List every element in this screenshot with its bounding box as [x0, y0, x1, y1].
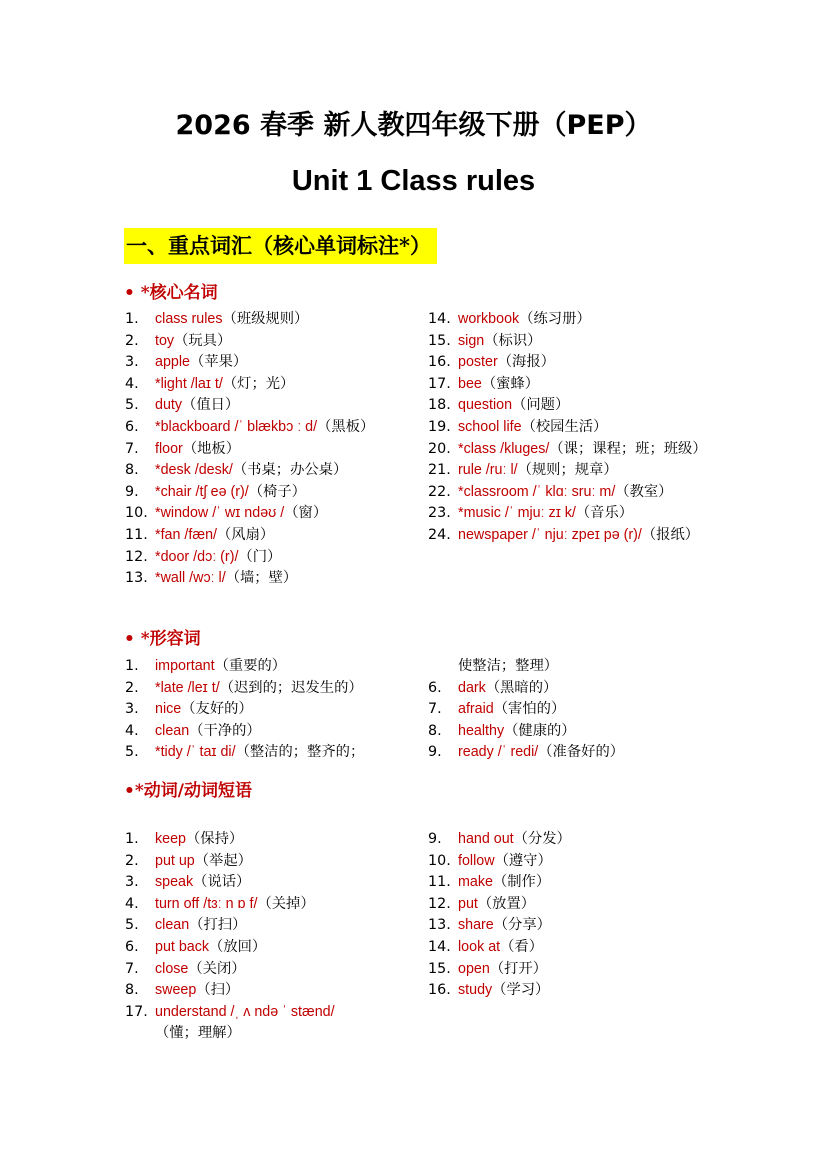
item-english-word: rule /ruː l/	[458, 462, 518, 479]
list-item	[428, 721, 718, 743]
item-chinese-meaning: （准备好的）	[538, 744, 625, 761]
item-chinese-meaning: （报纸）	[641, 526, 700, 543]
item-english-word: duty	[155, 397, 183, 414]
item-text	[458, 937, 718, 959]
item-text	[458, 395, 718, 417]
item-chinese-meaning: （放回）	[209, 938, 267, 955]
item-number: 7.	[125, 440, 139, 457]
item-text	[155, 937, 415, 959]
item-number: 10.	[125, 505, 148, 522]
item-number: 3.	[125, 354, 139, 371]
list-item	[125, 980, 415, 1002]
item-number: 20.	[428, 440, 451, 457]
item-english-word: close	[155, 960, 189, 977]
list-item	[428, 417, 718, 439]
item-chinese-meaning: （黑板）	[317, 418, 375, 435]
item-text	[155, 525, 415, 547]
item-english-word: *light /laɪ t/	[155, 375, 223, 392]
item-chinese-meaning: （整洁的；整齐的；	[235, 744, 365, 761]
item-text	[458, 699, 718, 721]
item-chinese-meaning: （练习册）	[519, 311, 591, 327]
list-item	[125, 678, 415, 700]
item-number: 5.	[125, 397, 139, 414]
item-number: 1.	[125, 311, 139, 327]
list-item	[428, 829, 718, 851]
item-number: 5.	[125, 744, 139, 761]
verbs-right-list	[428, 829, 718, 1002]
item-chinese-meaning: （墙；壁）	[225, 570, 298, 587]
item-text	[155, 894, 415, 916]
item-text	[458, 678, 718, 700]
list-item	[125, 352, 415, 374]
item-chinese-meaning: （保持）	[186, 831, 244, 847]
item-english-word: clean	[155, 722, 190, 739]
item-english-word: study	[458, 982, 493, 999]
item-english-word: follow	[458, 852, 495, 869]
item-text	[155, 568, 415, 590]
item-text	[155, 439, 415, 461]
item-english-word: *door /dɔː (r)/	[155, 548, 239, 565]
item-english-word: *classroom /ˈ klɑː sruː m/	[458, 483, 616, 500]
item-chinese-meaning: （学习）	[492, 982, 550, 999]
item-chinese-meaning: （健康的）	[504, 722, 576, 739]
item-english-word: *desk /desk/	[155, 462, 233, 479]
item-text	[458, 352, 718, 374]
list-item	[428, 699, 718, 721]
item-text	[155, 395, 415, 417]
list-item	[428, 482, 718, 504]
item-text	[458, 482, 718, 504]
item-chinese-meaning: （迟到的；迟发生的）	[219, 679, 363, 696]
list-item	[125, 503, 415, 525]
item-english-word: *chair /tʃ eə (r)/	[155, 483, 249, 500]
item-english-word: toy	[155, 332, 175, 349]
list-item	[428, 331, 718, 353]
item-english-word: *wall /wɔː l/	[155, 570, 226, 587]
item-number: 11.	[428, 874, 451, 891]
item-english-word: school life	[458, 418, 522, 435]
item-text	[155, 482, 415, 504]
item-number: 15.	[428, 960, 451, 977]
item-chinese-meaning: （风扇）	[217, 526, 275, 543]
item-english-word: sign	[458, 332, 485, 349]
item-chinese-meaning: （班级规则）	[222, 311, 309, 327]
item-english-word: workbook	[458, 311, 520, 327]
item-english-word: *tidy /ˈ taɪ di/	[155, 744, 236, 761]
item-chinese-meaning: （椅子）	[248, 483, 306, 500]
item-english-word: question	[458, 397, 513, 414]
item-number: 4.	[125, 895, 139, 912]
document-title: 2026 春季 新人教四年级下册（PEP）	[175, 110, 652, 141]
item-text	[155, 331, 415, 353]
item-text	[458, 742, 718, 764]
list-item	[125, 439, 415, 461]
item-text	[458, 915, 718, 937]
item-text	[155, 1002, 415, 1045]
item-english-word: healthy	[458, 722, 505, 739]
item-text	[155, 352, 415, 374]
section-heading-vocabulary: 一、重点词汇（核心单词标注*）	[124, 228, 437, 264]
item-number: 4.	[125, 722, 139, 739]
item-chinese-meaning: （海报）	[497, 354, 555, 371]
list-item	[125, 851, 415, 873]
item-chinese-meaning: （关掉）	[257, 895, 315, 912]
item-chinese-meaning: （值日）	[182, 397, 240, 414]
list-item	[125, 568, 415, 590]
item-text	[155, 851, 415, 873]
list-item	[125, 460, 415, 482]
item-text	[458, 460, 718, 482]
item-text	[458, 309, 718, 331]
item-chinese-meaning: （遵守）	[494, 852, 552, 869]
item-text	[155, 374, 415, 396]
item-text	[155, 980, 415, 1002]
verbs-left-list	[125, 829, 415, 1045]
adjectives-right-list	[428, 656, 718, 764]
item-chinese-meaning: （害怕的）	[493, 701, 566, 718]
item-english-word: *late /leɪ t/	[155, 679, 220, 696]
item-number: 16.	[428, 354, 451, 371]
list-item	[428, 742, 718, 764]
item-chinese-meaning: （看）	[500, 938, 544, 955]
item-number: 8.	[125, 462, 139, 479]
item-text	[458, 721, 718, 743]
item-text	[458, 851, 718, 873]
item-number: 13.	[428, 917, 451, 934]
list-item	[125, 829, 415, 851]
list-item	[125, 915, 415, 937]
item-text	[155, 742, 415, 764]
item-chinese-meaning: （门）	[238, 548, 282, 565]
item-chinese-meaning: （玩具）	[174, 332, 232, 349]
item-chinese-meaning: （分发）	[513, 831, 571, 847]
item-english-word: hand out	[458, 831, 514, 847]
item-number: 2.	[125, 679, 139, 696]
item-english-word: class rules	[155, 311, 223, 327]
item-number: 4.	[125, 375, 139, 392]
item-chinese-meaning: （教室）	[615, 483, 673, 500]
item-english-word: *music /ˈ mjuː zɪ k/	[458, 505, 576, 522]
item-text	[458, 374, 718, 396]
item-text	[458, 417, 718, 439]
item-chinese-meaning: （友好的）	[181, 701, 253, 718]
unit-title: Unit 1 Class rules	[291, 165, 536, 197]
nouns-right-list	[428, 309, 718, 547]
subheading-adjectives: • *形容词	[124, 629, 201, 649]
list-item	[428, 460, 718, 482]
list-item	[428, 980, 718, 1002]
item-text	[155, 915, 415, 937]
adjectives-left-list	[125, 656, 415, 764]
list-item	[428, 851, 718, 873]
item-english-word: open	[458, 960, 490, 977]
item-text	[458, 439, 718, 461]
list-item	[125, 525, 415, 547]
item-english-word: floor	[155, 440, 183, 457]
list-item	[125, 1002, 415, 1045]
item-english-word: bee	[458, 375, 482, 392]
list-item	[428, 678, 718, 700]
list-item-continuation	[428, 656, 718, 678]
item-english-word: poster	[458, 354, 498, 371]
item-number: 19.	[428, 418, 451, 435]
item-number: 14.	[428, 938, 451, 955]
item-chinese-meaning: （课；课程；班；班级）	[549, 440, 707, 457]
item-number: 23.	[428, 505, 451, 522]
item-text	[155, 699, 415, 721]
item-english-word: *blackboard /ˈ blækbɔ ː d/	[155, 418, 318, 435]
subheading-nouns: • *核心名词	[124, 283, 218, 303]
item-english-word: ready /ˈ redi/	[458, 744, 539, 761]
item-chinese-meaning: （黑暗的）	[485, 679, 558, 696]
item-english-word: important	[155, 658, 215, 674]
item-number: 3.	[125, 874, 139, 891]
list-item	[125, 699, 415, 721]
list-item	[428, 503, 718, 525]
item-english-word: keep	[155, 831, 187, 847]
item-english-word: put back	[155, 938, 210, 955]
list-item	[428, 525, 718, 547]
item-text	[458, 959, 718, 981]
list-item	[125, 656, 415, 678]
item-chinese-meaning: （制作）	[492, 874, 551, 891]
item-english-word: nice	[155, 701, 182, 718]
list-item	[125, 742, 415, 764]
item-english-word: clean	[155, 917, 190, 934]
item-number: 17.	[125, 1003, 148, 1020]
nouns-left-list	[125, 309, 415, 590]
list-item	[428, 894, 718, 916]
subheading-verbs: •*动词/动词短语	[124, 781, 252, 801]
item-text	[155, 678, 415, 700]
item-chinese-meaning: （标识）	[484, 332, 542, 349]
item-chinese-meaning: （懂；理解）	[155, 1025, 241, 1042]
item-number: 12.	[125, 548, 148, 565]
item-text	[458, 525, 718, 547]
item-number: 11.	[125, 526, 148, 543]
item-number: 7.	[125, 960, 139, 977]
item-text	[155, 417, 415, 439]
list-item	[125, 417, 415, 439]
item-number: 2.	[125, 852, 139, 869]
item-chinese-meaning: （校园生活）	[521, 418, 608, 435]
item-number: 9.	[428, 744, 442, 761]
item-text	[155, 656, 415, 678]
item-text	[155, 547, 415, 569]
item-chinese-meaning: （重要的）	[214, 658, 287, 674]
list-item	[428, 439, 718, 461]
item-number: 14.	[428, 311, 451, 327]
item-number: 6.	[125, 938, 139, 955]
item-english-word: turn off /tɜː n ɒ f/	[155, 895, 258, 912]
item-chinese-meaning: （规则；规章）	[517, 462, 618, 479]
item-number: 15.	[428, 332, 451, 349]
list-item	[125, 547, 415, 569]
item-chinese-meaning: （音乐）	[575, 505, 634, 522]
item-text	[458, 894, 718, 916]
item-chinese-meaning: （灯；光）	[222, 375, 295, 392]
item-number: 3.	[125, 701, 139, 718]
item-text	[155, 721, 415, 743]
item-chinese-meaning: （干净的）	[189, 722, 261, 739]
item-number: 18.	[428, 397, 451, 414]
item-english-word: look at	[458, 938, 501, 955]
item-number: 9.	[125, 483, 139, 500]
list-item	[125, 937, 415, 959]
item-number: 12.	[428, 895, 451, 912]
item-english-word: newspaper /ˈ njuː zpeɪ pə (r)/	[458, 526, 642, 543]
item-text	[155, 872, 415, 894]
list-item	[125, 721, 415, 743]
item-english-word: put up	[155, 852, 195, 869]
item-continuation-text: 使整洁；整理）	[458, 658, 559, 674]
item-chinese-meaning: （窗）	[284, 505, 328, 522]
item-text	[458, 503, 718, 525]
item-number: 1.	[125, 831, 139, 847]
item-chinese-meaning: （问题）	[512, 397, 570, 414]
item-number: 5.	[125, 917, 139, 934]
item-text	[155, 503, 415, 525]
item-number: 16.	[428, 982, 451, 999]
adjectives-right-items	[428, 678, 718, 764]
item-text	[155, 309, 415, 331]
item-text	[155, 959, 415, 981]
item-number: 9.	[428, 831, 442, 847]
item-chinese-meaning: （关闭）	[188, 960, 246, 977]
list-item	[428, 352, 718, 374]
item-english-word: *fan /fæn/	[155, 526, 217, 543]
item-chinese-meaning: （打扫）	[189, 917, 247, 934]
list-item	[125, 482, 415, 504]
list-item	[125, 374, 415, 396]
item-english-word: *class /kluges/	[458, 440, 550, 457]
item-english-word: make	[458, 874, 493, 891]
item-english-word: sweep	[155, 982, 197, 999]
item-number: 6.	[428, 679, 442, 696]
list-item	[428, 915, 718, 937]
item-number: 8.	[428, 722, 442, 739]
item-english-word: *window /ˈ wɪ ndəʊ /	[155, 505, 285, 522]
item-chinese-meaning: （扫）	[196, 982, 240, 999]
item-english-word: share	[458, 917, 494, 934]
item-number: 17.	[428, 375, 451, 392]
list-item	[428, 872, 718, 894]
item-chinese-meaning: （分享）	[493, 917, 551, 934]
item-chinese-meaning: （蜜蜂）	[481, 375, 540, 392]
item-chinese-meaning: （苹果）	[189, 354, 248, 371]
item-chinese-meaning: （书桌；办公桌）	[232, 462, 348, 479]
item-number: 22.	[428, 483, 451, 500]
list-item	[125, 894, 415, 916]
item-chinese-meaning: （打开）	[489, 960, 547, 977]
item-number: 21.	[428, 462, 451, 479]
item-english-word: afraid	[458, 701, 494, 718]
item-number: 1.	[125, 658, 139, 674]
list-item	[125, 959, 415, 981]
list-item	[428, 374, 718, 396]
list-item	[125, 309, 415, 331]
item-number: 10.	[428, 852, 451, 869]
item-chinese-meaning: （举起）	[194, 852, 252, 869]
item-number: 8.	[125, 982, 139, 999]
item-text	[155, 829, 415, 851]
item-text	[458, 331, 718, 353]
item-number: 6.	[125, 418, 139, 435]
item-chinese-meaning: （说话）	[193, 874, 251, 891]
item-english-word: apple	[155, 354, 190, 371]
list-item	[125, 872, 415, 894]
item-chinese-meaning: （地板）	[182, 440, 240, 457]
item-chinese-meaning: （放置）	[477, 895, 536, 912]
item-english-word: put	[458, 895, 478, 912]
list-item	[428, 959, 718, 981]
item-text	[458, 872, 718, 894]
item-number: 13.	[125, 570, 148, 587]
item-english-word: speak	[155, 874, 194, 891]
list-item	[428, 395, 718, 417]
item-text	[458, 980, 718, 1002]
item-number: 7.	[428, 701, 442, 718]
item-english-word: dark	[458, 679, 486, 696]
item-text	[458, 829, 718, 851]
list-item	[428, 937, 718, 959]
item-number: 2.	[125, 332, 139, 349]
list-item	[125, 395, 415, 417]
item-number: 24.	[428, 526, 451, 543]
list-item	[125, 331, 415, 353]
list-item	[428, 309, 718, 331]
item-english-word: understand /ˌ ʌ ndə ˈ stænd/	[155, 1003, 335, 1020]
item-text	[155, 460, 415, 482]
